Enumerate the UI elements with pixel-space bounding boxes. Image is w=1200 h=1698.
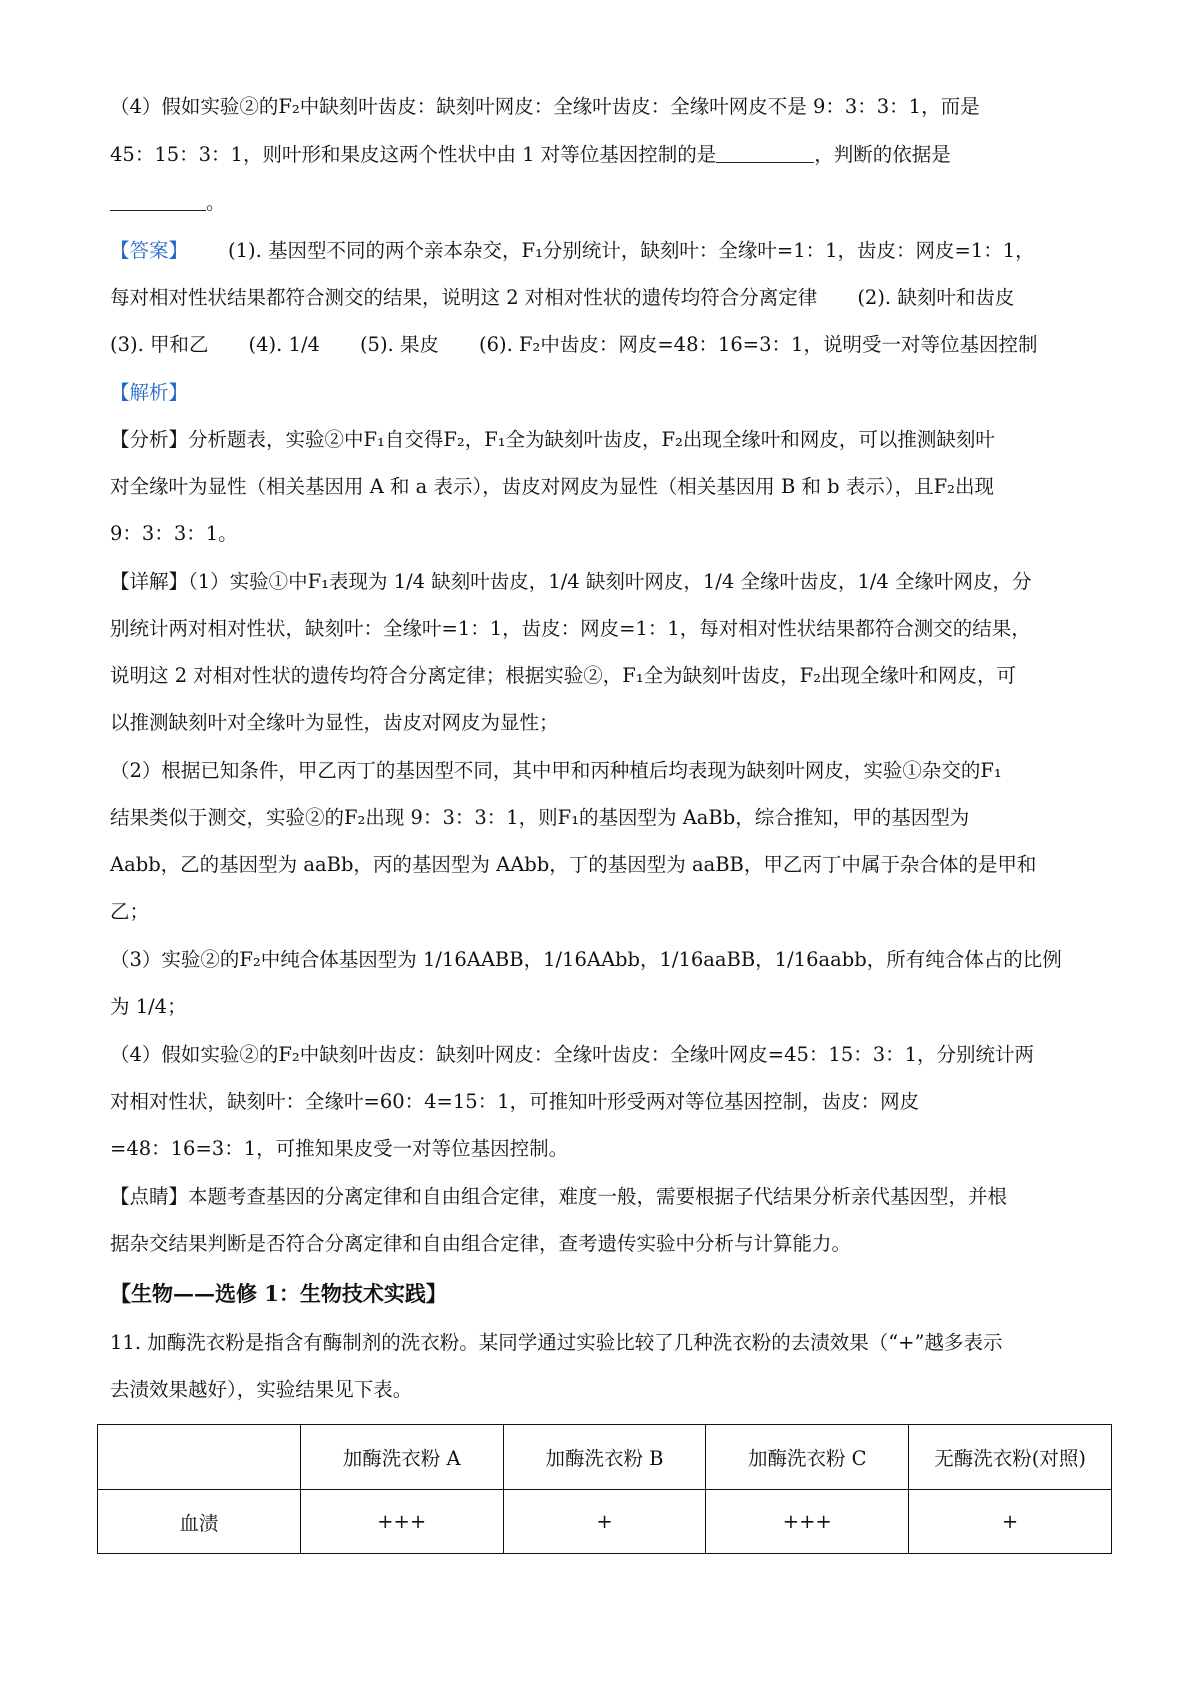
- table-header-cell: [98, 1425, 301, 1490]
- analysis-p1-line: [110, 425, 1100, 455]
- answer-blank-1[interactable]: [716, 144, 814, 163]
- table-row: [98, 1490, 1112, 1554]
- table-header-cell: 加酶洗衣粉 C: [706, 1425, 909, 1490]
- analysis-p3-line: [110, 897, 1100, 927]
- q11-text-2: 去渍效果越好），实验结果见下表。: [110, 1378, 413, 1401]
- q4-text-3: 。: [206, 191, 226, 214]
- answer-line-1: [110, 236, 1100, 266]
- analysis-p2-text: 说明这 2 对相对性状的遗传均符合分离定律；根据实验②，F₁全为缺刻叶齿皮，F₂出现全缘叶和网皮，可: [110, 664, 1016, 687]
- q4-text-2b: ，判断的依据是: [814, 143, 951, 166]
- analysis-p3-line: [110, 803, 1100, 833]
- q4-line-3: [110, 188, 1100, 218]
- analysis-p2-line: [110, 614, 1100, 644]
- analysis-p3-text: （2）根据已知条件，甲乙丙丁的基因型不同，其中甲和丙种植后均表现为缺刻叶网皮，实验①杂交的F₁: [110, 759, 1002, 782]
- answer-blank-2[interactable]: [110, 192, 206, 211]
- table-cell: +: [909, 1490, 1112, 1554]
- analysis-p3-text: Aabb，乙的基因型为 aaBb，丙的基因型为 AAbb，丁的基因型为 aaBB，甲乙丙丁中属于杂合体的是甲和: [110, 853, 1037, 876]
- table-header-row: [98, 1425, 1112, 1490]
- answer-line-2: [110, 283, 1100, 313]
- answer-line-3: [110, 330, 1100, 360]
- analysis-p6-line: [110, 1229, 1100, 1259]
- analysis-tag-line: [110, 378, 1100, 408]
- answer-text-3d: (6). F₂中齿皮：网皮=48：16=3：1，说明受一对等位基因控制: [478, 333, 1038, 356]
- analysis-p6-text: 【点睛】本题考查基因的分离定律和自由组合定律，难度一般，需要根据子代结果分析亲代基因型，并根: [110, 1185, 1008, 1208]
- answer-text-3b: (4). 1/4: [248, 333, 320, 356]
- table-header-cell: 加酶洗衣粉 A: [300, 1425, 503, 1490]
- answer-tag: 【答案】: [110, 239, 189, 262]
- analysis-tag: 【解析】: [110, 381, 189, 404]
- q4-text-2a: 45：15：3：1，则叶形和果皮这两个性状中由 1 对等位基因控制的是: [110, 143, 717, 166]
- q4-line-2: [110, 140, 1100, 170]
- analysis-p3-line: [110, 850, 1100, 880]
- analysis-p3-line: [110, 756, 1100, 786]
- analysis-p2-text: 以推测缺刻叶对全缘叶为显性，齿皮对网皮为显性；: [110, 711, 559, 734]
- section-title: 【生物——选修 1：生物技术实践】: [110, 1281, 447, 1306]
- analysis-p2-line: [110, 708, 1100, 738]
- analysis-p5-text: （4）假如实验②的F₂中缺刻叶齿皮：缺刻叶网皮：全缘叶齿皮：全缘叶网皮=45：15：3：1，分别统计两: [110, 1043, 1035, 1066]
- analysis-p1-line: [110, 472, 1100, 502]
- analysis-p4-text: 为 1/4；: [110, 995, 187, 1018]
- table-cell: +++: [300, 1490, 503, 1554]
- analysis-p5-text: =48：16=3：1，可推知果皮受一对等位基因控制。: [110, 1137, 569, 1160]
- analysis-p6-text: 据杂交结果判断是否符合分离定律和自由组合定律，查考遗传实验中分析与计算能力。: [110, 1232, 852, 1255]
- analysis-p3-text: 乙；: [110, 900, 150, 923]
- answer-text-2a: 每对相对性状结果都符合测交的结果，说明这 2 对相对性状的遗传均符合分离定律: [110, 286, 818, 309]
- analysis-p5-text: 对相对性状，缺刻叶：全缘叶=60：4=15：1，可推知叶形受两对等位基因控制，齿皮：网皮: [110, 1090, 920, 1113]
- answer-text-2b: (2). 缺刻叶和齿皮: [857, 286, 1015, 309]
- table-cell: +: [503, 1490, 706, 1554]
- answer-text-3a: (3). 甲和乙: [110, 333, 209, 356]
- q11-line-1: [110, 1328, 1100, 1358]
- analysis-p5-line: [110, 1040, 1100, 1070]
- analysis-p2-text: 【详解】（1）实验①中F₁表现为 1/4 缺刻叶齿皮，1/4 缺刻叶网皮，1/4 全缘叶齿皮，1/4 全缘叶网皮，分: [110, 570, 1032, 593]
- analysis-p5-line: [110, 1134, 1100, 1164]
- table-cell: +++: [706, 1490, 909, 1554]
- results-table: [97, 1424, 1112, 1554]
- analysis-p1-text: 【分析】分析题表，实验②中F₁自交得F₂，F₁全为缺刻叶齿皮，F₂出现全缘叶和网皮，可以推测缺刻叶: [110, 428, 995, 451]
- answer-text-3c: (5). 果皮: [359, 333, 439, 356]
- analysis-p2-line: [110, 661, 1100, 691]
- table-cell: 血渍: [98, 1490, 301, 1554]
- analysis-p6-line: [110, 1182, 1100, 1212]
- analysis-p4-line: [110, 945, 1100, 975]
- q11-line-2: [110, 1375, 1100, 1405]
- table-header-cell: 无酶洗衣粉(对照): [909, 1425, 1112, 1490]
- analysis-p2-text: 别统计两对相对性状，缺刻叶：全缘叶=1：1，齿皮：网皮=1：1，每对相对性状结果都符合测交的结果，: [110, 617, 1031, 640]
- analysis-p1-text: 对全缘叶为显性（相关基因用 A 和 a 表示），齿皮对网皮为显性（相关基因用 B 和 b 表示），且F₂出现: [110, 475, 994, 498]
- analysis-p3-text: 结果类似于测交，实验②的F₂出现 9：3：3：1，则F₁的基因型为 AaBb，综合推知，甲的基因型为: [110, 806, 970, 829]
- analysis-p5-line: [110, 1087, 1100, 1117]
- analysis-p2-line: [110, 567, 1100, 597]
- q4-text-1: （4）假如实验②的F₂中缺刻叶齿皮：缺刻叶网皮：全缘叶齿皮：全缘叶网皮不是 9：3：3：1，而是: [110, 95, 980, 118]
- analysis-p4-line: [110, 992, 1100, 1022]
- analysis-p1-text: 9：3：3：1。: [110, 522, 238, 545]
- analysis-p4-text: （3）实验②的F₂中纯合体基因型为 1/16AABB，1/16AAbb，1/16aaBB，1/16aabb，所有纯合体占的比例: [110, 948, 1062, 971]
- table-header-cell: 加酶洗衣粉 B: [503, 1425, 706, 1490]
- q11-text-1: 11. 加酶洗衣粉是指含有酶制剂的洗衣粉。某同学通过实验比较了几种洗衣粉的去渍效果（“+”越多表示: [110, 1331, 1003, 1354]
- section-heading: [110, 1279, 1100, 1309]
- answer-text-1: (1). 基因型不同的两个亲本杂交，F₁分别统计，缺刻叶：全缘叶=1：1，齿皮：网皮=1：1，: [228, 239, 1035, 262]
- q4-line-1: [110, 92, 1100, 122]
- analysis-p1-line: [110, 519, 1100, 549]
